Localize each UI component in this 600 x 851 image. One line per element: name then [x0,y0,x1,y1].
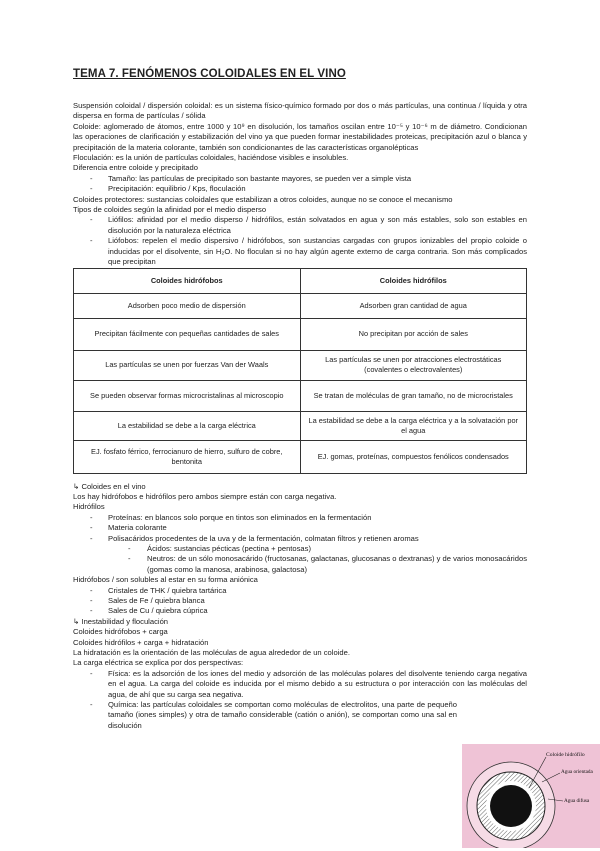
table-cell: Las partículas se unen por atracciones electrostáticas (covalentes o electrovalentes) [300,350,527,380]
list-item: - Materia colorante [90,523,167,533]
list-item: - Sales de Fe / quiebra blanca [90,595,205,605]
list-item: - Sales de Cu / quiebra cúprica [90,606,208,616]
table-cell: La estabilidad se debe a la carga eléctrica y a la solvatación por el agua [300,411,527,440]
section-heading: ↳ Inestabilidad y floculación [73,616,169,626]
table-cell: Se pueden observar formas microcristalinas al microscopio [74,380,301,411]
table-row [74,411,527,440]
table-cell: Adsorben poco medio de dispersión [74,293,301,318]
table-header-hidrofobos: Coloides hidrófobos [74,268,301,293]
table-cell: Precipitan fácilmente con pequeñas cantidades de sales [74,318,301,350]
table-cell: EJ. fosfato férrico, ferrocianuro de hierro, sulfuro de cobre, bentonita [74,440,301,473]
label-agua-orientada: Agua orientada [561,769,593,775]
text-line: La hidratación es la orientación de las moléculas de agua alrededor de un coloide. [73,648,350,657]
table-row [74,440,527,473]
comparison-table [73,268,527,474]
table-row [74,380,527,411]
text-line: La carga eléctrica se explica por dos perspectivas: [73,658,244,668]
hidrofobos-label: Hidrófobos / son solubles al estar en su forma aniónica [73,575,258,585]
definition-floculacion: Floculación: es la unión de partículas coloidales, haciéndose visibles e insolubles. [73,153,349,163]
list-item: - Química: las partículas coloidales se comportan como moléculas de electrolitos, una parte de pequeño tamaño (iones simples) y otra de tamaño considerable (catión o anión), se comportan como una sal en disolución [90,700,457,730]
list-item: - Liófobos: repelen el medio dispersivo / hidrófobos, son sustancias cargadas con grupos ionizables del propio coloide o inducidas por el disolvente, sin H₂O. No floculan si no hay algún agente externo de carga contraria. Son más complicados que precipitan [90,236,527,267]
vino-section [73,482,527,732]
table-header-row [74,268,527,293]
table-cell: Se tratan de moléculas de gran tamaño, no de microcristales [300,380,527,411]
list-item: - Proteínas: en blancos solo porque en tintos son eliminados en la fermentación [90,512,372,522]
table-cell: EJ. gomas, proteínas, compuestos fenólicos condensados [300,440,527,473]
list-item: - Cristales de THK / quiebra tartárica [90,585,227,595]
text-line: Coloides hidrófobos + carga [73,627,168,637]
table-cell: Las partículas se unen por fuerzas Van der Waals [74,350,301,380]
sub-list-item: - Ácidos: sustancias pécticas (pectina + pentosas) [128,543,311,553]
table-header-hidrofilos: Coloides hidrófilos [300,268,527,293]
colloid-core [490,785,532,827]
label-coloide-hidrofilo: Coloide hidrófilo [546,752,585,758]
list-item: - Tamaño: las partículas de precipitado son bastante mayores, se pueden ver a simple vista [90,173,412,183]
definition-protectores: Coloides protectores: sustancias coloidales que estabilizan a otros coloides, aunque no se conoce el mecanismo [73,194,453,204]
colloid-illustration [462,744,600,848]
colloid-diagram [462,744,600,848]
list-item: - Polisacáridos procedentes de la uva y de la fermentación, colmatan filtros y retienen aromas [90,533,419,543]
label-agua-difusa: Agua difusa [564,798,590,804]
sub-list-item: - Neutros: de un sólo monosacárido (fructosanas, galactanas, glucosanas o dextranas) y de varios monosacáridos (gomas como la manosa, arabinosa, galactosa) [128,554,527,574]
definition-coloide: Coloide: aglomerado de átomos, entre 1000 y 10⁹ en disolución, los tamaños oscilan entre 10⁻⁵ y 10⁻⁶ m de diámetro. Condicionan las operaciones de clarificación y estabilización del vino ya que pueden formar inestabilidades proteicas, precipitación azul o blanca y precipitación de la materia colorante, también son condicionantes de las características organolépticas [73,121,527,152]
table-row [74,318,527,350]
table-row [74,293,527,318]
table-cell: La estabilidad se debe a la carga eléctrica [74,411,301,440]
text-line: Coloides hidrófilos + carga + hidratación [73,637,209,647]
section-heading: ↳ Coloides en el vino [73,481,146,491]
list-item: - Física: es la adsorción de los iones del medio y adsorción de las moléculas polares del disolvente teniendo carga negativa en el agua. La carga del coloide es inducida por el mismo debido a su estructura o por interacción con las moléculas del agua, de ahí que su carga sea negativa. [90,668,527,699]
hidrofilos-label: Hidrófilos [73,502,105,512]
vino-line: Los hay hidrófobos e hidrófilos pero ambos siempre están con carga negativa. [73,491,337,501]
table-cell: No precipitan por acción de sales [300,318,527,350]
definition-suspension: Suspensión coloidal / dispersión coloidal: es un sistema físico-químico formado por dos o más partículas, una continua / líquida y otra dispersa en forma de partículas / sólida [73,101,527,121]
difference-heading: Diferencia entre coloide y precipitado [73,163,198,173]
tipos-heading: Tipos de coloides según la afinidad por el medio disperso [73,205,267,215]
intro-section [73,101,527,268]
table-row [74,350,527,380]
page-title: TEMA 7. FENÓMENOS COLOIDALES EN EL VINO [73,68,346,80]
document-page [73,68,527,731]
table-cell: Adsorben gran cantidad de agua [300,293,527,318]
list-item: - Precipitación: equilibrio / Kps, floculación [90,184,246,194]
list-item: - Liófilos: afinidad por el medio disperso / hidrófilos, están solvatados en agua y son más estables, solo son estables en disolución por la naturaleza eléctrica [90,215,527,235]
